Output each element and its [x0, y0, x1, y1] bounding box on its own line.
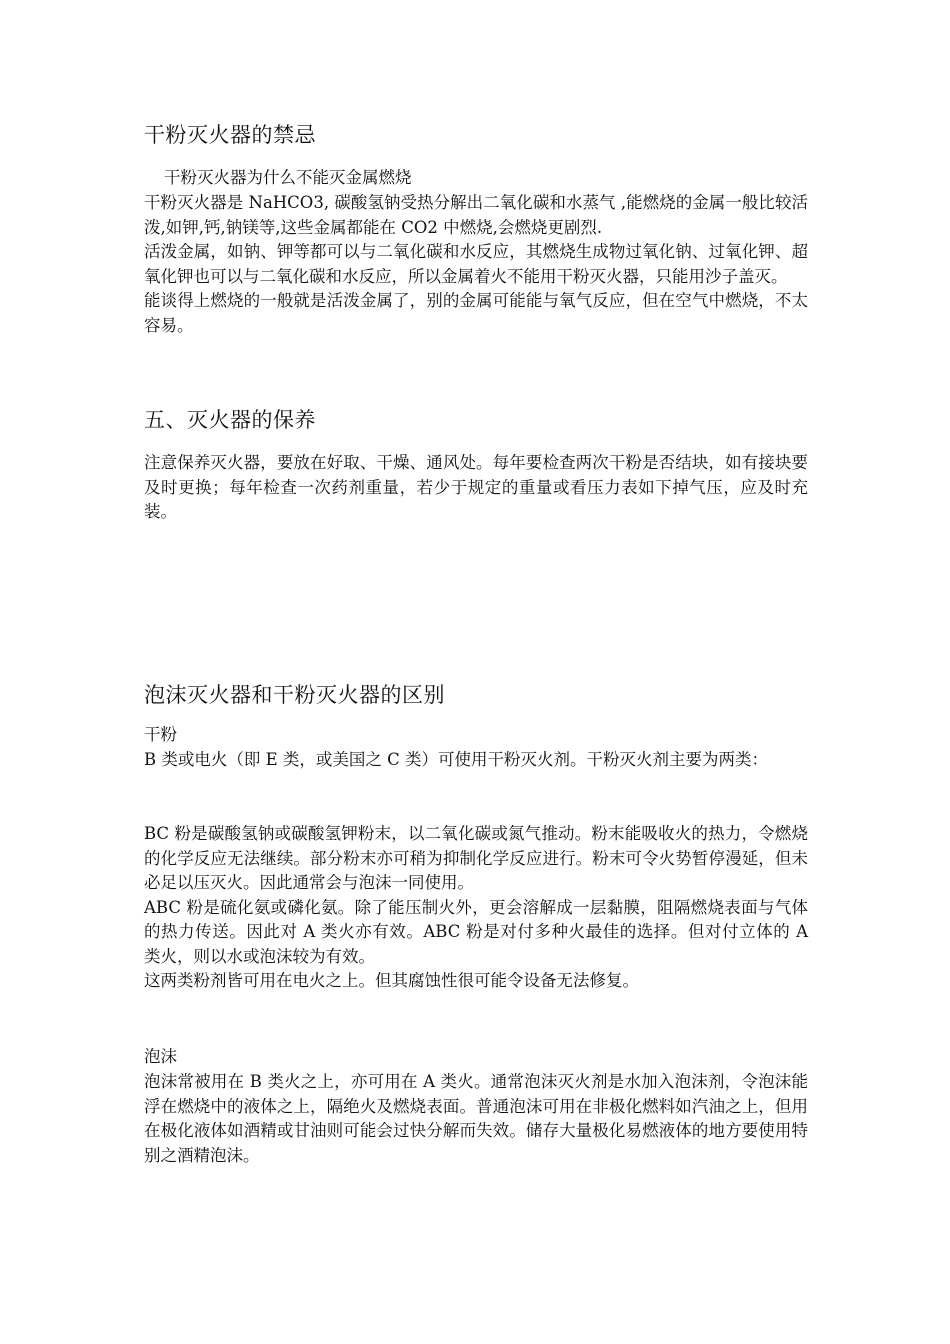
section1-body — [144, 191, 808, 338]
section-heading-difference: 泡沫灭火器和干粉灭火器的区别 — [144, 683, 445, 707]
foam-label: 泡沫 — [144, 1047, 177, 1066]
foam-body — [144, 1070, 808, 1168]
dry-powder-intro — [144, 748, 808, 773]
paragraph: 干粉灭火器是 NaHCO3, 碳酸氢钠受热分解出二氧化碳和水蒸气 ,能燃烧的金属一般比较活泼,如钾,钙,钠镁等,这些金属都能在 CO2 中燃烧,会燃烧更剧烈. — [144, 193, 808, 237]
section-heading-maintenance: 五、灭火器的保养 — [144, 408, 316, 432]
paragraph: B 类或电火（即 E 类，或美国之 C 类）可使用干粉灭火剂。干粉灭火剂主要为两类： — [144, 750, 769, 769]
section-subheading: 干粉灭火器为什么不能灭金属燃烧 — [164, 168, 412, 187]
section-heading-dry-powder-taboos: 干粉灭火器的禁忌 — [144, 123, 316, 147]
dry-powder-body — [144, 822, 808, 994]
paragraph: 活泼金属，如钠、钾等都可以与二氧化碳和水反应，其燃烧生成物过氧化钠、过氧化钾、超氧化钾也可以与二氧化碳和水反应，所以金属着火不能用干粉灭火器，只能用沙子盖灭。 — [144, 242, 808, 286]
paragraph: BC 粉是碳酸氢钠或碳酸氢钾粉末，以二氧化碳或氮气推动。粉末能吸收火的热力，令燃烧的化学反应无法继续。部分粉末亦可稍为抑制化学反应进行。粉末可令火势暂停漫延，但未必足以压灭火。因此通常会与泡沫一同使用。 — [144, 824, 808, 892]
paragraph: 能谈得上燃烧的一般就是活泼金属了，别的金属可能能与氧气反应，但在空气中燃烧，不太容易。 — [144, 291, 808, 335]
paragraph: 这两类粉剂皆可用在电火之上。但其腐蚀性很可能令设备无法修复。 — [144, 971, 639, 990]
dry-powder-label: 干粉 — [144, 725, 177, 744]
section2-body — [144, 451, 808, 525]
paragraph: 注意保养灭火器，要放在好取、干燥、通风处。每年要检查两次干粉是否结块，如有接块要及时更换；每年检查一次药剂重量，若少于规定的重量或看压力表如下掉气压，应及时充装。 — [144, 453, 808, 521]
paragraph: 泡沫常被用在 B 类火之上，亦可用在 A 类火。通常泡沫灭火剂是水加入泡沫剂，令泡沫能浮在燃烧中的液体之上，隔绝火及燃烧表面。普通泡沫可用在非极化燃料如汽油之上，但用在极化液体如酒精或甘油则可能会过快分解而失效。储存大量极化易燃液体的地方要使用特别之酒精泡沫。 — [144, 1072, 808, 1165]
paragraph: ABC 粉是硫化氨或磷化氨。除了能压制火外，更会溶解成一层黏膜，阻隔燃烧表面与气体的热力传送。因此对 A 类火亦有效。ABC 粉是对付多种火最佳的选择。但对付立体的 A 类火，则以水或泡沫较为有效。 — [144, 897, 808, 966]
